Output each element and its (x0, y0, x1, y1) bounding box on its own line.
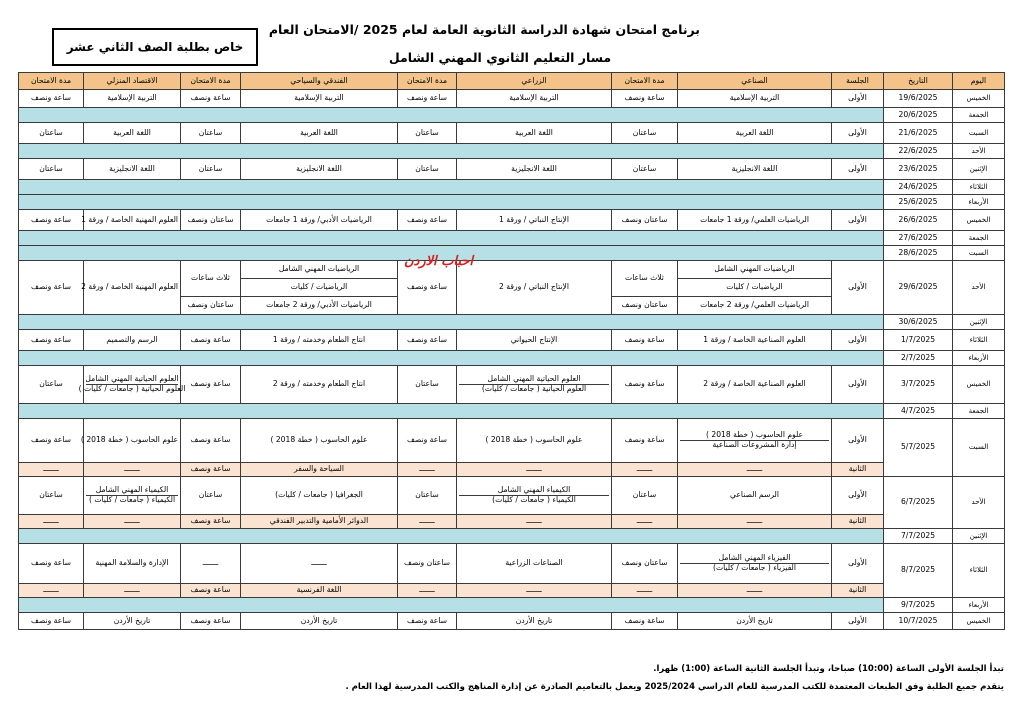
table-row (19, 598, 1005, 613)
no-exam-cell (19, 108, 884, 123)
duration-cell: ـــــــ (181, 544, 241, 584)
session-cell: الأولى (832, 419, 884, 463)
subject-cell: الإنتاج الحيواني (457, 330, 612, 351)
duration-cell: ساعتان ونصف (612, 297, 678, 315)
page-title: برنامج امتحان شهادة الدراسة الثانوية العامة لعام 2025 /الامتحان العام (268, 22, 700, 37)
duration-cell: ساعة ونصف (612, 330, 678, 351)
session-cell: الثانية (832, 515, 884, 529)
table-row (19, 108, 1005, 123)
duration-cell: ساعتان ونصف (398, 544, 457, 584)
subject-cell (457, 477, 612, 515)
subject-cell: الرياضيات الأدبي/ ورقة 1 جامعات (241, 210, 398, 231)
subject-cell: السياحة والسفر (241, 463, 398, 477)
col-session: الجلسة (832, 73, 884, 90)
subject-line: إدارة المشروعات الصناعية (680, 440, 829, 450)
date-cell: 9/7/2025 (884, 598, 953, 613)
day-cell: الأربعاء (953, 195, 1005, 210)
col-duration: مدة الامتحان (612, 73, 678, 90)
subject-line: الكيمياء ( جامعات / كليات) (459, 495, 609, 505)
subject-cell: العلوم المهنية الخاصة / ورقة 1 (84, 210, 181, 231)
exam-schedule-table (18, 72, 1005, 630)
duration-cell: ساعة ونصف (398, 90, 457, 108)
subject-cell: الرياضيات المهني الشامل (241, 261, 398, 279)
col-duration: مدة الامتحان (19, 73, 84, 90)
table-row (19, 477, 1005, 515)
table-row (19, 123, 1005, 144)
subject-cell (78, 366, 186, 404)
duration-cell: ساعة ونصف (19, 210, 84, 231)
duration-cell: ساعتان (398, 477, 457, 515)
day-cell: الأربعاء (953, 351, 1005, 366)
duration-cell: ـــــــ (612, 463, 678, 477)
day-cell: الإثنين (953, 529, 1005, 544)
col-duration: مدة الامتحان (398, 73, 457, 90)
subject-cell: تاريخ الأردن (457, 613, 612, 630)
day-cell: الثلاثاء (953, 544, 1005, 598)
subject-cell: التربية الإسلامية (678, 90, 832, 108)
subject-cell: ـــــــ (84, 463, 181, 477)
subject-line: العلوم الحياتية المهني الشامل (85, 374, 179, 384)
day-cell: السبت (953, 123, 1005, 144)
subject-cell: التربية الإسلامية (241, 90, 398, 108)
subject-cell: ـــــــ (678, 463, 832, 477)
duration-cell: ساعتان (181, 123, 241, 144)
date-cell: 10/7/2025 (884, 613, 953, 630)
table-row (19, 180, 1005, 195)
day-cell: السبت (953, 246, 1005, 261)
no-exam-cell (19, 529, 884, 544)
subject-cell: ـــــــ (678, 515, 832, 529)
duration-cell: ساعة ونصف (612, 90, 678, 108)
duration-cell: ساعتان (612, 123, 678, 144)
subject-cell: انتاج الطعام وخدمته / ورقة 2 (241, 366, 398, 404)
duration-cell: ثلاث ساعات (612, 261, 678, 297)
table-row (19, 351, 1005, 366)
table-row (19, 330, 1005, 351)
subject-cell: العلوم الصناعية الخاصة / ورقة 2 (678, 366, 832, 404)
date-cell: 25/6/2025 (884, 195, 953, 210)
session-cell: الأولى (832, 544, 884, 584)
col-agricultural: الزراعي (457, 73, 612, 90)
date-cell: 21/6/2025 (884, 123, 953, 144)
subject-cell: اللغة العربية (678, 123, 832, 144)
subject-cell: العلوم المهنية الخاصة / ورقة 2 (84, 261, 181, 315)
date-cell: 8/7/2025 (884, 544, 953, 598)
duration-cell: ثلاث ساعات (181, 261, 241, 297)
session-cell: الأولى (832, 210, 884, 231)
date-cell: 28/6/2025 (884, 246, 953, 261)
subject-cell: الرياضيات المهني الشامل (678, 261, 832, 279)
duration-cell: ساعتان ونصف (181, 297, 241, 315)
duration-cell: ساعة ونصف (181, 90, 241, 108)
page-subtitle: مسار التعليم الثانوي المهني الشامل (388, 50, 612, 65)
session-cell: الأولى (832, 90, 884, 108)
table-row (19, 529, 1005, 544)
date-cell: 27/6/2025 (884, 231, 953, 246)
subject-line: الفيزياء ( جامعات / كليات) (680, 563, 829, 573)
duration-cell: ساعة ونصف (19, 613, 84, 630)
duration-cell: ساعتان (19, 477, 84, 515)
duration-cell: ساعتان ونصف (612, 210, 678, 231)
subject-cell: الرياضيات الأدبي/ ورقة 2 جامعات (241, 297, 398, 315)
duration-cell: ساعة ونصف (398, 261, 457, 315)
table-row (19, 144, 1005, 159)
note-line: تبدأ الجلسة الأولى الساعة (10:00) صباحا، وتبدأ الجلسة الثانية الساعة (1:00) ظهرا. (653, 664, 1004, 674)
subject-cell: الدوائر الأمامية والتدبير الفندقي (241, 515, 398, 529)
subject-cell: الرياضيات العلمي/ ورقة 1 جامعات (678, 210, 832, 231)
subject-cell: الرسم الصناعي (678, 477, 832, 515)
duration-cell: ساعة ونصف (181, 515, 241, 529)
duration-cell: ساعة ونصف (19, 90, 84, 108)
duration-cell: ساعة ونصف (398, 613, 457, 630)
subject-cell: التربية الإسلامية (84, 90, 181, 108)
duration-cell: ساعتان (612, 159, 678, 180)
session-cell: الأولى (832, 330, 884, 351)
subject-cell: الجغرافيا ( جامعات / كليات) (241, 477, 398, 515)
duration-cell: ساعتان (398, 159, 457, 180)
table-row (19, 584, 1005, 598)
subject-cell: ـــــــ (241, 544, 398, 584)
session-cell: الأولى (832, 159, 884, 180)
col-day: اليوم (953, 73, 1005, 90)
no-exam-cell (19, 231, 884, 246)
subject-cell: اللغة الانجليزية (457, 159, 612, 180)
subject-cell (678, 419, 832, 463)
col-home-economics: الاقتصاد المنزلي (84, 73, 181, 90)
col-industrial: الصناعي (678, 73, 832, 90)
table-row (19, 515, 1005, 529)
subject-cell: اللغة العربية (84, 123, 181, 144)
subject-cell: اللغة الفرنسية (241, 584, 398, 598)
subject-cell: تاريخ الأردن (84, 613, 181, 630)
subject-line: العلوم الحياتية ( جامعات / كليات ) (78, 384, 186, 393)
table-row (19, 419, 1005, 463)
subject-cell: تاريخ الأردن (241, 613, 398, 630)
subject-cell: اللغة العربية (457, 123, 612, 144)
subject-cell: انتاج الطعام وخدمته / ورقة 1 (241, 330, 398, 351)
day-cell: الخميس (953, 210, 1005, 231)
subject-cell: ـــــــ (457, 584, 612, 598)
day-cell: الخميس (953, 613, 1005, 630)
day-cell: الثلاثاء (953, 180, 1005, 195)
table-row (19, 159, 1005, 180)
duration-cell: ساعة ونصف (612, 419, 678, 463)
table-row (19, 613, 1005, 630)
table-row (19, 404, 1005, 419)
duration-cell: ساعة ونصف (181, 330, 241, 351)
subject-cell: ـــــــ (84, 584, 181, 598)
day-cell: الثلاثاء (953, 330, 1005, 351)
no-exam-cell (19, 144, 884, 159)
no-exam-cell (19, 404, 884, 419)
session-cell: الأولى (832, 366, 884, 404)
subject-cell: تاريخ الأردن (678, 613, 832, 630)
duration-cell: ساعة ونصف (398, 330, 457, 351)
day-cell: الأربعاء (953, 598, 1005, 613)
subject-cell: الإنتاج النباتي / ورقة 1 (457, 210, 612, 231)
subject-cell (678, 544, 832, 584)
subject-cell: اللغة الانجليزية (241, 159, 398, 180)
date-cell: 4/7/2025 (884, 404, 953, 419)
duration-cell: ساعة ونصف (398, 210, 457, 231)
duration-cell: ساعة ونصف (181, 613, 241, 630)
session-cell: الأولى (832, 613, 884, 630)
session-cell: الأولى (832, 261, 884, 315)
watermark: احباب الاردن (404, 254, 473, 269)
subject-cell (457, 366, 612, 404)
duration-cell: ساعة ونصف (19, 330, 84, 351)
subject-cell: الرسم والتصميم (84, 330, 181, 351)
duration-cell: ساعتان (612, 477, 678, 515)
date-cell: 30/6/2025 (884, 315, 953, 330)
duration-cell: ساعتان (19, 159, 84, 180)
table-row (19, 366, 1005, 404)
date-cell: 3/7/2025 (884, 366, 953, 404)
subject-line: العلوم الحياتية ( جامعات / كليات) (459, 384, 609, 394)
no-exam-cell (19, 351, 884, 366)
col-hotel: الفندقي والسياحي (241, 73, 398, 90)
session-cell: الأولى (832, 477, 884, 515)
duration-cell: ساعة ونصف (612, 366, 678, 404)
footer-notes (140, 664, 1004, 700)
duration-cell: ساعتان (181, 477, 241, 515)
session-cell: الأولى (832, 123, 884, 144)
date-cell: 24/6/2025 (884, 180, 953, 195)
day-cell: الأحد (953, 477, 1005, 529)
duration-cell: ساعة ونصف (19, 419, 84, 463)
day-cell: الإثنين (953, 159, 1005, 180)
duration-cell: ساعة ونصف (181, 463, 241, 477)
table-row (19, 261, 1005, 279)
day-cell: الإثنين (953, 315, 1005, 330)
duration-cell: ـــــــ (398, 463, 457, 477)
no-exam-cell (19, 195, 884, 210)
duration-cell: ـــــــ (19, 463, 84, 477)
subject-line: الكيمياء المهني الشامل (95, 485, 169, 495)
duration-cell: ساعتان (398, 366, 457, 404)
duration-cell: ـــــــ (398, 584, 457, 598)
day-cell: السبت (953, 419, 1005, 477)
table-row (19, 315, 1005, 330)
duration-cell: ساعة ونصف (19, 261, 84, 315)
subject-cell: اللغة الانجليزية (84, 159, 181, 180)
duration-cell: ساعتان ونصف (612, 544, 678, 584)
subject-cell: الرياضيات / كليات (241, 279, 398, 297)
duration-cell: ساعة ونصف (181, 366, 241, 404)
date-cell: 2/7/2025 (884, 351, 953, 366)
note-line: يتقدم جميع الطلبة وفق الطبعات المعتمدة للكتب المدرسية للعام الدراسي 2025/2024 ويعمل بالتعاميم الصادرة عن إدارة المناهج والكتب المدرسية لهذا العام . (345, 682, 1004, 692)
subject-line: الكيمياء ( جامعات / كليات ) (86, 495, 178, 505)
session-cell: الثانية (832, 584, 884, 598)
subject-cell: ـــــــ (457, 515, 612, 529)
duration-cell: ـــــــ (398, 515, 457, 529)
subject-cell: اللغة العربية (241, 123, 398, 144)
subject-cell: علوم الحاسوب ( خطة 2018 ) (241, 419, 398, 463)
duration-cell: ساعة ونصف (612, 613, 678, 630)
table-row (19, 210, 1005, 231)
date-cell: 23/6/2025 (884, 159, 953, 180)
day-cell: الأحد (953, 144, 1005, 159)
duration-cell: ـــــــ (612, 584, 678, 598)
duration-cell: ساعة ونصف (398, 419, 457, 463)
day-cell: الأحد (953, 261, 1005, 315)
duration-cell: ساعة ونصف (181, 419, 241, 463)
date-cell: 1/7/2025 (884, 330, 953, 351)
duration-cell: ساعتان (19, 123, 84, 144)
day-cell: الجمعة (953, 231, 1005, 246)
table-row (19, 195, 1005, 210)
subject-cell: العلوم الصناعية الخاصة / ورقة 1 (678, 330, 832, 351)
date-cell: 5/7/2025 (884, 419, 953, 477)
subject-cell: ـــــــ (457, 463, 612, 477)
date-cell: 26/6/2025 (884, 210, 953, 231)
day-cell: الجمعة (953, 108, 1005, 123)
subject-line: العلوم الحياتية المهني الشامل (487, 374, 581, 384)
col-date: التاريخ (884, 73, 953, 90)
duration-cell: ـــــــ (612, 515, 678, 529)
day-cell: الخميس (953, 366, 1005, 404)
session-cell: الثانية (832, 463, 884, 477)
subject-line: الكيمياء المهني الشامل (497, 485, 571, 495)
duration-cell: ساعتان (19, 366, 84, 404)
duration-cell: ساعتان ونصف (181, 210, 241, 231)
date-cell: 20/6/2025 (884, 108, 953, 123)
table-row (19, 90, 1005, 108)
table-row (19, 544, 1005, 584)
duration-cell: ساعتان (398, 123, 457, 144)
date-cell: 7/7/2025 (884, 529, 953, 544)
col-duration: مدة الامتحان (181, 73, 241, 90)
subject-line: علوم الحاسوب ( خطة 2018 ) (705, 430, 804, 440)
subject-cell: الإدارة والسلامة المهنية (84, 544, 181, 584)
date-cell: 22/6/2025 (884, 144, 953, 159)
subject-cell: التربية الإسلامية (457, 90, 612, 108)
subject-cell: الرياضيات / كليات (678, 279, 832, 297)
day-cell: الجمعة (953, 404, 1005, 419)
subject-cell: اللغة الانجليزية (678, 159, 832, 180)
subject-cell: ـــــــ (678, 584, 832, 598)
table-row (19, 246, 1005, 261)
duration-cell: ساعة ونصف (19, 544, 84, 584)
table-row (19, 231, 1005, 246)
subject-cell: الإنتاج النباتي / ورقة 2 (457, 261, 612, 315)
duration-cell: ساعة ونصف (181, 584, 241, 598)
subject-cell: الرياضيات العلمي/ ورقة 2 جامعات (678, 297, 832, 315)
duration-cell: ـــــــ (19, 515, 84, 529)
subject-cell (84, 477, 181, 515)
no-exam-cell (19, 180, 884, 195)
subject-line: الفيزياء المهني الشامل (718, 553, 791, 563)
no-exam-cell (19, 598, 884, 613)
grade-badge: خاص بطلبة الصف الثاني عشر (52, 28, 258, 66)
duration-cell: ـــــــ (19, 584, 84, 598)
date-cell: 19/6/2025 (884, 90, 953, 108)
date-cell: 29/6/2025 (884, 261, 953, 315)
no-exam-cell (19, 315, 884, 330)
duration-cell: ساعتان (181, 159, 241, 180)
table-row (19, 463, 1005, 477)
day-cell: الخميس (953, 90, 1005, 108)
subject-cell: ـــــــ (84, 515, 181, 529)
subject-cell: علوم الحاسوب ( خطة 2018 ) (457, 419, 612, 463)
date-cell: 6/7/2025 (884, 477, 953, 529)
header-row (19, 73, 1005, 90)
subject-cell: الصناعات الزراعية (457, 544, 612, 584)
subject-cell: علوم الحاسوب ( خطة 2018 ) (84, 419, 181, 463)
